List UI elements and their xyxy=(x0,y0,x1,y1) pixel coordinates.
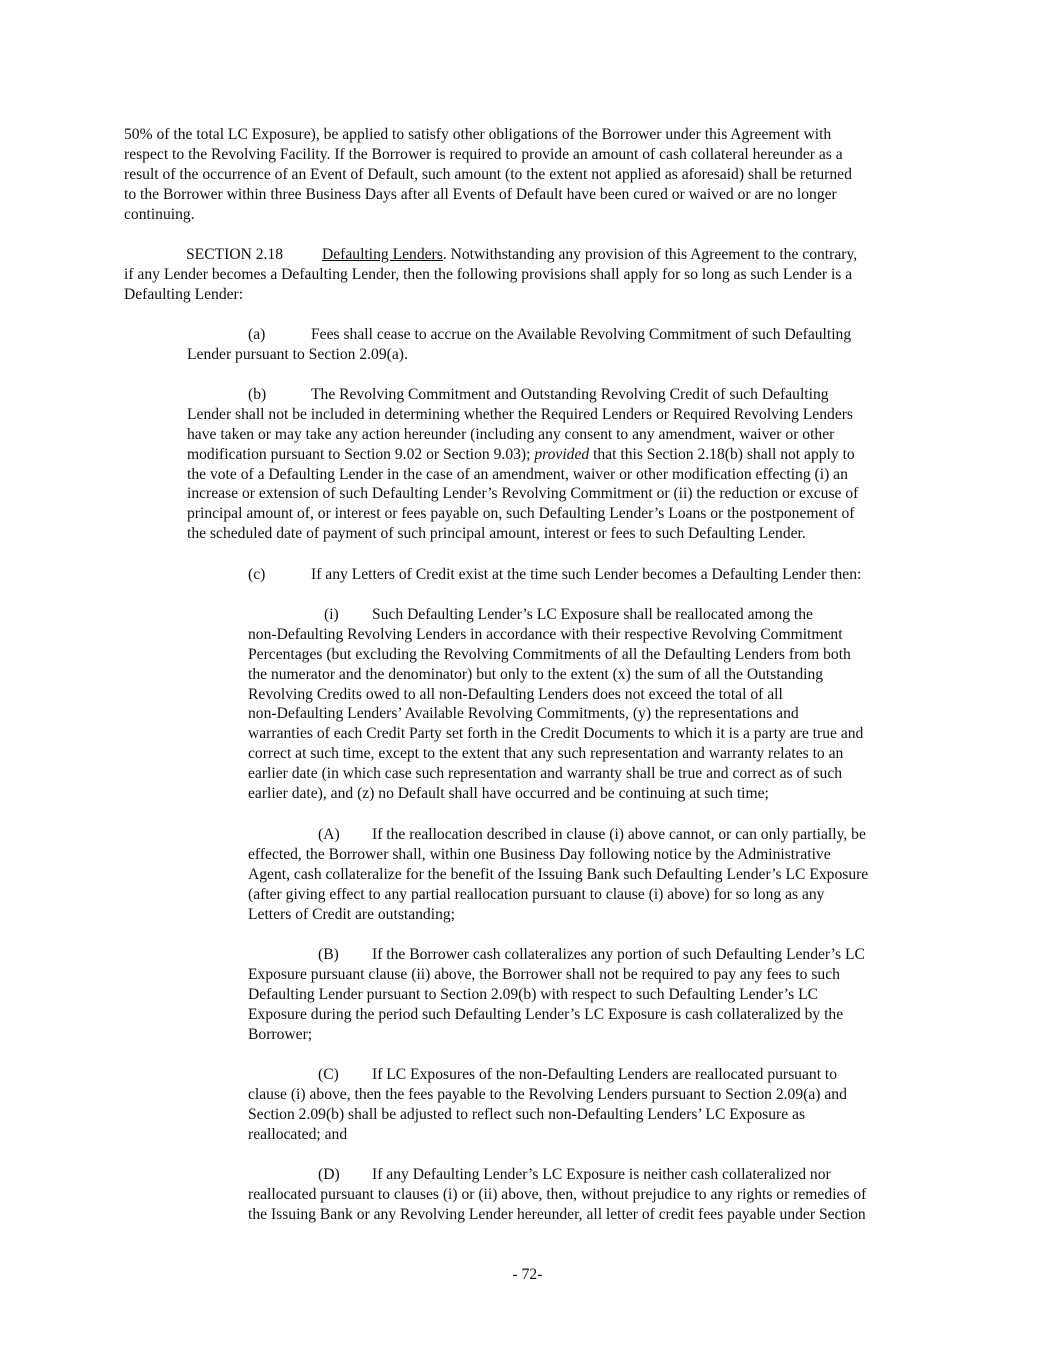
text-line: earlier date), and (z) no Default shall have occurred and be continuing at such time; xyxy=(248,785,769,803)
clause-b-paragraph xyxy=(187,385,858,544)
text-line: Borrower; xyxy=(248,1025,313,1043)
text-line: Percentages (but excluding the Revolving Commitments of all the Defaulting Lenders from both xyxy=(248,645,851,663)
clause-label: (C) xyxy=(318,1066,339,1083)
text-line: to the Borrower within three Business Days after all Events of Default have been cured or waived or are no longer xyxy=(124,185,837,203)
text-line: (after giving effect to any partial reallocation pursuant to clause (i) above) for so long as any xyxy=(248,885,825,903)
text-line: modification pursuant to Section 9.02 or Section 9.03); provided that this Section 2.18(b) shall not apply to xyxy=(187,445,855,463)
text-line: if any Lender becomes a Defaulting Lender, then the following provisions shall apply for so long as such Lender is a xyxy=(124,265,853,283)
text-line: earlier date (in which case such representation and warranty shall be true and correct as of such xyxy=(248,765,843,783)
text-line: result of the occurrence of an Event of Default, such amount (to the extent not applied as aforesaid) shall be returned xyxy=(124,165,852,183)
text-line: If the Borrower cash collateralizes any portion of such Defaulting Lender’s LC xyxy=(372,946,865,963)
text-line: clause (i) above, then the fees payable to the Revolving Lenders pursuant to Section 2.09(a) and xyxy=(248,1085,847,1103)
clause-label: (c) xyxy=(248,566,266,583)
text-line: 50% of the total LC Exposure), be applied to satisfy other obligations of the Borrower under this Agreement with xyxy=(124,126,832,143)
text-line: If LC Exposures of the non-Defaulting Lenders are reallocated pursuant to xyxy=(372,1066,838,1083)
text-line: reallocated; and xyxy=(248,1125,348,1143)
text-line: Revolving Credits owed to all non-Defaulting Lenders does not exceed the total of all xyxy=(248,685,783,703)
section-heading-line xyxy=(124,245,857,265)
clause-label: (i) xyxy=(324,606,339,623)
text-line: have taken or may take any action hereunder (including any consent to any amendment, waiver or other xyxy=(187,425,835,443)
text-line: Defaulting Lender pursuant to Section 2.09(b) with respect to such Defaulting Lender’s LC xyxy=(248,985,819,1003)
section-heading-suffix: . Notwithstanding any provision of this Agreement to the contrary, xyxy=(442,246,858,263)
text-line: non-Defaulting Lenders’ Available Revolving Commitments, (y) the representations and xyxy=(248,705,799,723)
text-line: the vote of a Defaulting Lender in the case of an amendment, waiver or other modification effecting (i) an xyxy=(187,465,848,483)
text-line: Agent, cash collateralize for the benefit of the Issuing Bank such Defaulting Lender’s LC Exposure xyxy=(248,865,869,883)
text-line: Defaulting Lender: xyxy=(124,285,244,303)
clause-c-i-paragraph xyxy=(248,605,863,804)
text-line: Exposure during the period such Defaulting Lender’s LC Exposure is cash collateralized by the xyxy=(248,1005,844,1023)
text-line: effected, the Borrower shall, within one Business Day following notice by the Administrative xyxy=(248,845,831,863)
text-line: Letters of Credit are outstanding; xyxy=(248,905,455,923)
text-line: respect to the Revolving Facility. If the Borrower is required to provide an amount of cash collateral hereunder as a xyxy=(124,145,843,163)
text-line: Lender pursuant to Section 2.09(a). xyxy=(187,345,408,363)
clause-label: (D) xyxy=(318,1166,340,1183)
text-line: increase or extension of such Defaulting Lender’s Revolving Commitment or (ii) the reduction or excuse of xyxy=(187,485,859,503)
text-line: Fees shall cease to accrue on the Available Revolving Commitment of such Defaulting xyxy=(311,326,852,343)
text-line: continuing. xyxy=(124,205,195,223)
text-line: non-Defaulting Revolving Lenders in accordance with their respective Revolving Commitment xyxy=(248,625,843,643)
text-line: If any Defaulting Lender’s LC Exposure is neither cash collateralized nor xyxy=(372,1166,831,1183)
clause-D-paragraph xyxy=(248,1165,866,1225)
section-heading: Defaulting Lenders xyxy=(322,246,443,263)
clause-c-paragraph xyxy=(248,565,861,585)
text-line: warranties of each Credit Party set forth in the Credit Documents to which it is a party are true and xyxy=(248,725,864,743)
clause-label: (a) xyxy=(248,326,266,343)
section-number: SECTION 2.18 xyxy=(186,246,284,263)
text-line: Such Defaulting Lender’s LC Exposure shall be reallocated among the xyxy=(372,606,813,623)
clause-A-paragraph xyxy=(248,825,868,924)
text-line: correct at such time, except to the extent that any such representation and warranty relates to an xyxy=(248,745,844,763)
section-2-18-paragraph xyxy=(124,245,857,305)
text-line: The Revolving Commitment and Outstanding Revolving Credit of such Defaulting xyxy=(311,386,829,403)
provided-italic: provided xyxy=(534,445,590,463)
clause-label: (b) xyxy=(248,386,267,403)
page-number: - 72- xyxy=(512,1266,543,1283)
text-line: Lender shall not be included in determining whether the Required Lenders or Required Revolving Lenders xyxy=(187,405,854,423)
clause-B-paragraph xyxy=(248,945,865,1044)
clause-label: (B) xyxy=(318,946,339,963)
clause-label: (A) xyxy=(318,826,340,843)
text-line: If the reallocation described in clause (i) above cannot, or can only partially, be xyxy=(372,826,866,843)
text-line: principal amount of, or interest or fees payable on, such Defaulting Lender’s Loans or the postponement of xyxy=(187,505,855,523)
text-line: the Issuing Bank or any Revolving Lender hereunder, all letter of credit fees payable under Section xyxy=(248,1205,866,1223)
text-line: the numerator and the denominator) but only to the extent (x) the sum of all the Outstanding xyxy=(248,665,824,683)
text-line: If any Letters of Credit exist at the time such Lender becomes a Defaulting Lender then: xyxy=(311,566,862,583)
clause-C-paragraph xyxy=(248,1065,847,1145)
continuation-paragraph xyxy=(124,125,852,224)
text-line: Section 2.09(b) shall be adjusted to reflect such non-Defaulting Lenders’ LC Exposure as xyxy=(248,1105,806,1123)
clause-a-paragraph xyxy=(187,325,851,365)
text-line: Exposure pursuant clause (ii) above, the Borrower shall not be required to pay any fees to such xyxy=(248,965,840,983)
text-line: the scheduled date of payment of such principal amount, interest or fees to such Defaulting Lender. xyxy=(187,525,806,543)
text-line: reallocated pursuant to clauses (i) or (ii) above, then, without prejudice to any rights or remedies of xyxy=(248,1185,867,1203)
